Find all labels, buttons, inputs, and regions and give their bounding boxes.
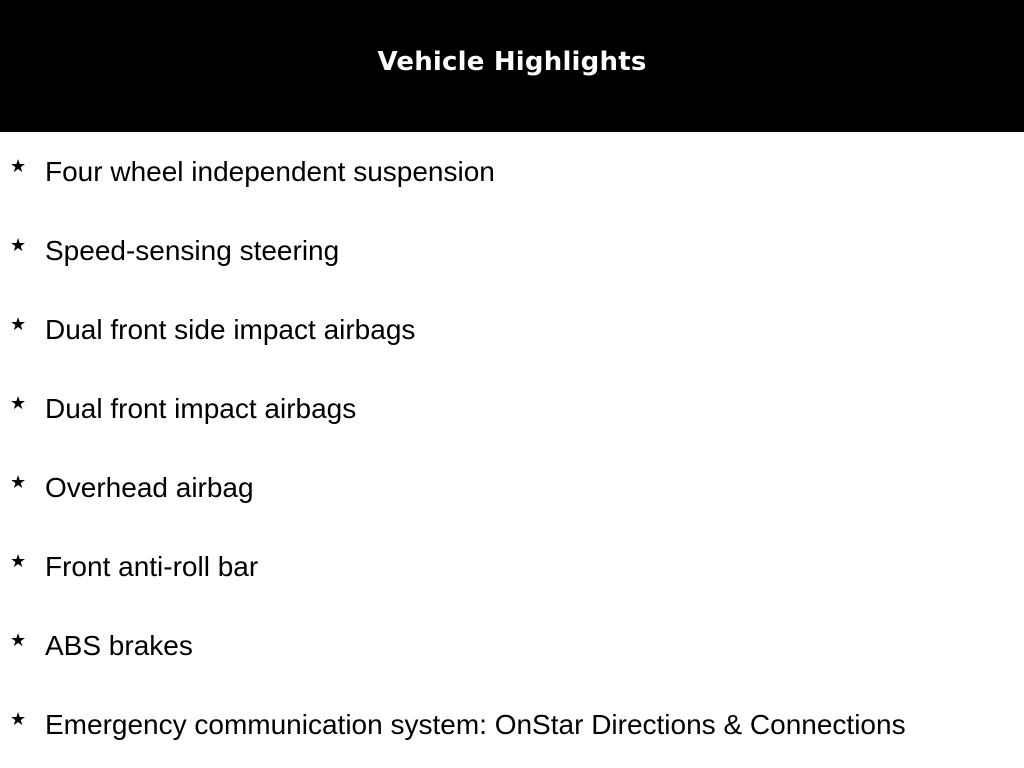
page-header [0,0,1024,132]
star-icon: ★ [10,551,27,572]
star-icon: ★ [10,235,27,256]
list-item-label: Speed-sensing steering [45,235,340,266]
star-icon: ★ [10,630,27,651]
list-item-label: Front anti-roll bar [45,551,259,582]
list-item-label: Dual front side impact airbags [45,314,416,345]
star-icon: ★ [10,156,27,177]
list-item-label: Overhead airbag [45,472,254,503]
star-icon: ★ [10,709,27,730]
star-icon: ★ [10,393,27,414]
list-item-label: Emergency communication system: OnStar Directions & Connections [45,709,906,740]
star-icon: ★ [10,472,27,493]
star-icon: ★ [10,314,27,335]
list-item-label: ABS brakes [45,630,193,661]
list-item-label: Four wheel independent suspension [45,156,495,187]
list-item-label: Dual front impact airbags [45,393,357,424]
page-title: Vehicle Highlights [377,47,647,77]
